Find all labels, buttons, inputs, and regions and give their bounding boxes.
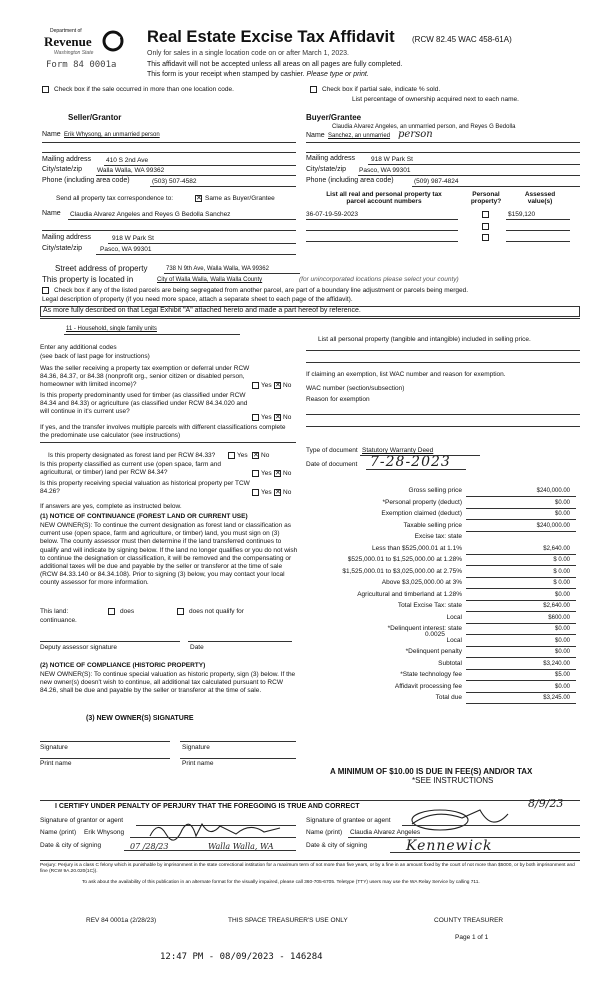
header-line2: This affidavit will not be accepted unless all areas on all pages are fully completed.: [147, 61, 403, 68]
q2-yes-label: Yes: [261, 414, 272, 421]
land-does-label: does: [120, 608, 135, 615]
q5-yes-label: Yes: [261, 489, 272, 496]
land-does-not-label: does not qualify for: [189, 608, 244, 615]
q5-no-checkbox[interactable]: ✕: [275, 489, 281, 496]
question-exemption: Was the seller receiving a property tax exemption or deferral under RCW 84.36, 84.37, or 84.38 (nonprofit org., senior citizen or disabled person, homeowner with limited income)?: [40, 365, 250, 389]
question-forest: Is this property designated as forest land per RCW 84.33?: [48, 452, 216, 459]
wac-number-label[interactable]: WAC number (section/subsection): [306, 385, 405, 392]
tax-row-label: *Delinquent penalty: [405, 648, 462, 655]
seller-name-label: Name: [42, 131, 61, 138]
revision-number: REV 84 0001a (2/28/23): [86, 917, 157, 924]
tax-row-value[interactable]: $0.00: [554, 626, 570, 632]
parcel-col-header: List all real and personal property tax parcel account numbers: [326, 191, 442, 205]
minimum-due-notice: A MINIMUM OF $10.00 IS DUE IN FEE(S) AND/OR TAX: [330, 767, 533, 776]
buyer-phone[interactable]: (509) 987-4824: [414, 178, 459, 185]
form-number: Form 84 0001a: [46, 60, 117, 70]
new-owner-signature-2[interactable]: Signature: [182, 744, 210, 751]
notice2-title: (2) NOTICE OF COMPLIANCE (HISTORIC PROPERTY): [40, 662, 206, 669]
grantee-signature[interactable]: [404, 804, 524, 836]
partial-sale-checkbox[interactable]: [310, 86, 317, 93]
tax-row-value[interactable]: $0.00: [554, 511, 570, 517]
tax-row-label: *Personal property (deduct): [382, 498, 462, 506]
land-does-checkbox[interactable]: [108, 608, 115, 615]
located-label: This property is located in: [42, 275, 134, 284]
corr-city[interactable]: Pasco, WA 99301: [100, 246, 152, 253]
revenue-swoosh-icon: [102, 30, 124, 52]
seller-city-label: City/state/zip: [42, 166, 83, 173]
tax-row-value[interactable]: $3,245.00: [543, 695, 570, 701]
doc-type[interactable]: Statutory Warranty Deed: [362, 447, 434, 454]
same-as-buyer-checkbox[interactable]: ✕: [196, 195, 202, 202]
seller-mailing-label: Mailing address: [42, 156, 92, 163]
question-current-use: Is this property classified as current use (open space, farm and agricultural, or timber) land per RCW 84.34?: [40, 461, 222, 477]
q4-no-checkbox[interactable]: ✕: [275, 470, 281, 477]
tax-row-value[interactable]: $0.00: [554, 637, 570, 644]
revenue-logo: [40, 28, 130, 80]
tax-row-value[interactable]: $5.00: [554, 672, 570, 678]
new-owner-signature-1[interactable]: Signature: [40, 744, 68, 751]
q3-no-checkbox[interactable]: ✕: [253, 452, 259, 459]
grantee-date-label: Date & city of signing: [306, 842, 368, 849]
q4-yes-checkbox[interactable]: [252, 470, 259, 477]
q4-no-label: No: [283, 470, 292, 477]
parcel-number[interactable]: 36-07-19-59-2023: [306, 211, 359, 218]
tax-row-label: Total due: [435, 694, 462, 701]
new-owner-print-2[interactable]: Print name: [182, 760, 214, 767]
grantor-signature[interactable]: [140, 812, 290, 844]
segregated-checkbox[interactable]: [42, 287, 49, 294]
seller-city[interactable]: Walla Walla, WA 99362: [97, 167, 165, 174]
deputy-date-label: Date: [190, 644, 204, 651]
same-as-buyer-label: Same as Buyer/Grantee: [205, 195, 275, 202]
perjury-note: Perjury: Perjury is a class C felony which is punishable by imprisonment in the state correctional institution for a maximum term of not more than five years, or by a fine in an amount fixed by the court of not more than $5000, or by both imprisonment and fine (RCW 9A.20.020(1C)).: [40, 863, 575, 874]
availability-note: To ask about the availability of this publication in an alternate format for the visually impaired, please call 360-705-6705. Teletype (TTY) users may use the WA Relay Service by calling 711.: [82, 880, 480, 885]
additional-codes: Enter any additional codes: [40, 344, 117, 351]
if-yes-instructions: If answers are yes, complete as instructed below.: [40, 503, 182, 510]
tax-row-label: Affidavit processing fee: [394, 682, 462, 690]
tax-row-label: Subtotal: [438, 659, 462, 667]
grantee-signature-label: Signature of grantee or agent: [306, 817, 391, 824]
assessed-value[interactable]: $159,120: [508, 211, 536, 218]
tax-row-label: $525,000.01 to $1,525,000.00 at 1.28%: [347, 556, 462, 563]
land-does-not-checkbox[interactable]: [177, 608, 184, 615]
seller-mailing[interactable]: 410 S 2nd Ave: [106, 157, 149, 164]
q4-yes-label: Yes: [261, 470, 272, 477]
grantor-city[interactable]: Walla Walla, WA: [208, 842, 274, 851]
tax-row-label: Local: [446, 613, 462, 621]
q3-yes-label: Yes: [237, 452, 248, 459]
exemption-claim-label: If claiming an exemption, list WAC number and reason for exemption.: [306, 371, 506, 378]
segregated-label: Check box if any of the listed parcels are being segregated from another parcel, are part of a boundary line adjustment or parcels being merged.: [54, 287, 469, 294]
tax-row-value[interactable]: $240,000.00: [536, 488, 570, 494]
doc-date[interactable]: 7-28-2023: [370, 454, 451, 470]
q2-no-checkbox[interactable]: ✕: [275, 414, 281, 421]
personal-col-header: Personal property?: [470, 191, 502, 205]
located-hint: (for unincorporated locations please select your county): [299, 276, 459, 283]
tax-row-value[interactable]: $3,240.00: [543, 660, 570, 667]
use-code[interactable]: 11 - Household, single family units: [66, 326, 157, 332]
located-value[interactable]: City of Walla Walla, Walla Walla County: [157, 277, 263, 283]
tax-row-label: Total Excise Tax: state: [397, 602, 462, 609]
tax-row-label: *State technology fee: [400, 671, 462, 678]
multi-location-label: Check box if the sale occurred in more than one location code.: [54, 86, 234, 93]
partial-sale-label2: List percentage of ownership acquired next to each name.: [352, 96, 519, 103]
tax-row-label: Above $3,025,000.00 at 3%: [381, 579, 462, 586]
tax-row-label: Local: [446, 636, 462, 644]
q5-no-label: No: [283, 489, 292, 496]
tax-row-value[interactable]: $2,640.00: [543, 545, 570, 552]
seller-phone[interactable]: (503) 507-4582: [152, 178, 197, 185]
personal-property-checkbox-1[interactable]: [482, 211, 489, 218]
new-owner-print-1[interactable]: Print name: [40, 760, 72, 767]
question-timber: Is this property predominantly used for timber (as classified under RCW 84.34 and 84.33) or agriculture (as classified under RCW 84.34.020 and will continue in it's current use?: [40, 392, 248, 416]
tax-row-value[interactable]: $0.00: [554, 683, 570, 690]
tax-row-value[interactable]: $2,640.00: [543, 603, 570, 609]
this-land-label: This land:: [40, 608, 69, 615]
buyer-heading: Buyer/Grantee: [306, 113, 362, 122]
personal-property-label: List all personal property (tangible and intangible) included in selling price.: [318, 336, 531, 343]
legal-label: Legal description of property (if you need more space, attach a separate sheet to each page of the affidavit).: [42, 296, 353, 303]
grantee-city[interactable]: Kennewick: [406, 838, 493, 854]
grantee-name-label: Name (print): [306, 829, 343, 836]
legal-description[interactable]: As more fully described on that Legal Exhibit "A" attached hereto and made a part hereof by reference.: [40, 306, 580, 317]
q1-yes-label: Yes: [261, 382, 272, 389]
buyer-mailing-label: Mailing address: [306, 155, 356, 162]
header-line3: This form is your receipt when stamped by cashier. Please type or print.: [147, 71, 369, 78]
additional-codes2: (see back of last page for instructions): [40, 353, 150, 360]
logo-dept: Department of: [50, 28, 82, 34]
q1-yes-checkbox[interactable]: [252, 382, 259, 389]
doc-type-label: Type of document: [306, 447, 358, 454]
deputy-signature-label: Deputy assessor signature: [40, 644, 117, 651]
certify-title: I CERTIFY UNDER PENALTY OF PERJURY THAT THE FOREGOING IS TRUE AND CORRECT: [55, 803, 360, 810]
question-historic: Is this property receiving special valuation as historical property per TCW 84.26?: [40, 480, 250, 496]
buyer-city-label: City/state/zip: [306, 166, 347, 173]
new-owner-signature-title: (3) NEW OWNER(S) SIGNATURE: [86, 715, 194, 722]
notice1-body: NEW OWNER(S): To continue the current designation as forest land or classification as current use (open space, farm and agriculture, or timber) land, you must sign on (3) below. The county assessor must then determine if the land transferred continues to qualify and will indicate by signing below. If the land no longer qualifies or you do not wish to continue the designation or classification, it will be removed and the compensating or additional taxes will be due and payable by the seller or transferor at the time of sale (RCW 84.33.140 or 84.34.108). Prior to signing (3) below, you may contact your local county assessor for more information.: [40, 522, 298, 587]
street-address[interactable]: 738 N 9th Ave, Walla Walla, WA 99362: [166, 266, 269, 272]
tax-row-label: Taxable selling price: [403, 521, 462, 529]
grantor-signature-label: Signature of grantor or agent: [40, 817, 124, 824]
form-title: Real Estate Excise Tax Affidavit: [147, 28, 395, 46]
buyer-name-label: Name: [306, 132, 325, 139]
continuance-label: continuance.: [40, 617, 77, 624]
buyer-city[interactable]: Pasco, WA 99301: [359, 167, 411, 174]
corr-name-label: Name: [42, 210, 61, 217]
corr-mailing[interactable]: 918 W Park St: [112, 235, 154, 242]
tax-row-value[interactable]: $0.00: [554, 649, 570, 655]
header-line1: Only for sales in a single location code on or after March 1, 2023.: [147, 50, 349, 57]
form-rcw: (RCW 82.45 WAC 458-61A): [412, 35, 512, 44]
treasurer-use: THIS SPACE TREASURER'S USE ONLY: [228, 917, 348, 924]
tax-row-label: Agricultural and timberland at 1.28%: [357, 590, 462, 598]
see-instructions: *SEE INSTRUCTIONS: [412, 776, 494, 785]
street-label: Street address of property: [55, 264, 148, 273]
tax-row-value[interactable]: $0.00: [554, 591, 570, 598]
seller-name[interactable]: Erik Whysong, an unmarried person: [64, 132, 160, 138]
tax-row-value[interactable]: $ 0.00: [553, 580, 570, 586]
grantor-name-label: Name (print): [40, 829, 77, 836]
seller-phone-label: Phone (including area code): [42, 177, 130, 184]
buyer-mailing[interactable]: 918 W Park St: [371, 156, 413, 163]
partial-sale-label: Check box if partial sale, indicate % sold.: [322, 86, 441, 93]
grantor-date[interactable]: 07 /28/23: [130, 842, 169, 851]
tax-row-label: Gross selling price: [408, 487, 462, 494]
personal-property-checkbox-3[interactable]: [482, 234, 489, 241]
grantee-date-handwritten[interactable]: 8/9/23: [528, 797, 564, 810]
grantee-name[interactable]: Claudia Alvarez Angeles: [350, 829, 421, 836]
tax-row-value[interactable]: $ 0.00: [553, 557, 570, 563]
q2-yes-checkbox[interactable]: [252, 414, 259, 421]
grantor-name[interactable]: Erik Whysong: [84, 829, 125, 836]
tax-row-label: Less than $525,000.01 at 1.1%: [372, 544, 462, 552]
page-number: Page 1 of 1: [455, 934, 489, 941]
q3-yes-checkbox[interactable]: [228, 452, 235, 459]
tax-row-value[interactable]: $0.00: [554, 499, 570, 506]
exemption-reason-label[interactable]: Reason for exemption: [306, 396, 370, 403]
q5-yes-checkbox[interactable]: [252, 489, 259, 496]
corr-city-label: City/state/zip: [42, 245, 83, 252]
q1-no-checkbox[interactable]: ✕: [275, 382, 281, 389]
tax-row-value[interactable]: $ 0.00: [553, 568, 570, 575]
tax-row-label: Exemption claimed (deduct): [381, 510, 462, 517]
treasurer-stamp: 12:47 PM - 08/09/2023 - 146284: [160, 952, 323, 962]
tax-row-label: Excise tax: state: [414, 533, 462, 540]
q1-no-label: No: [283, 382, 292, 389]
grantor-date-label: Date & city of signing: [40, 842, 102, 849]
logo-state: Washington State: [54, 50, 94, 56]
correspondence-label: Send all property tax correspondence to:: [56, 195, 174, 202]
tax-row-value[interactable]: $600.00: [548, 614, 570, 621]
assessed-col-header: Assessed value(s): [524, 191, 556, 205]
q3-no-label: No: [261, 452, 270, 459]
personal-property-checkbox-2[interactable]: [482, 223, 489, 230]
buyer-name-handwritten: person: [398, 129, 433, 140]
notice2-body: NEW OWNER(S): To continue special valuation as historic property, sign (3) below. If the new owner(s) doesn't wish to continue, all additional tax calculated pursuant to RCW 84.26, shall be due and payable by the seller or transferor at the time of sale.: [40, 671, 296, 695]
doc-date-label: Date of document: [306, 461, 358, 468]
buyer-name-line1[interactable]: Claudia Alvarez Angeles, an unmarried person, and Reyes G Bedolla: [332, 124, 516, 130]
local-rate: 0.0025: [425, 631, 445, 638]
county-treasurer: COUNTY TREASURER: [434, 917, 504, 924]
corr-mailing-label: Mailing address: [42, 234, 92, 241]
question-timber-note: If yes, and the transfer involves multiple parcels with different classifications complete the predominate use calculator (see instructions): [40, 424, 286, 440]
corr-name[interactable]: Claudia Alvarez Angeles and Reyes G Bedolla Sanchez: [70, 211, 231, 218]
q2-no-label: No: [283, 414, 292, 421]
notice1-title: (1) NOTICE OF CONTINUANCE (FOREST LAND OR CURRENT USE): [40, 513, 248, 520]
tax-row-label: $1,525,000.01 to $3,025,000.00 at 2.75%: [342, 567, 462, 575]
tax-row-value[interactable]: $240,000.00: [536, 522, 570, 529]
seller-heading: Seller/Grantor: [68, 113, 122, 122]
buyer-name[interactable]: Sanchez, an unmarried: [328, 133, 391, 139]
logo-revenue: Revenue: [44, 34, 92, 49]
buyer-phone-label: Phone (including area code): [306, 177, 394, 184]
tax-row-label: *Delinquent interest: state: [387, 625, 462, 632]
multi-location-checkbox[interactable]: [42, 86, 49, 93]
